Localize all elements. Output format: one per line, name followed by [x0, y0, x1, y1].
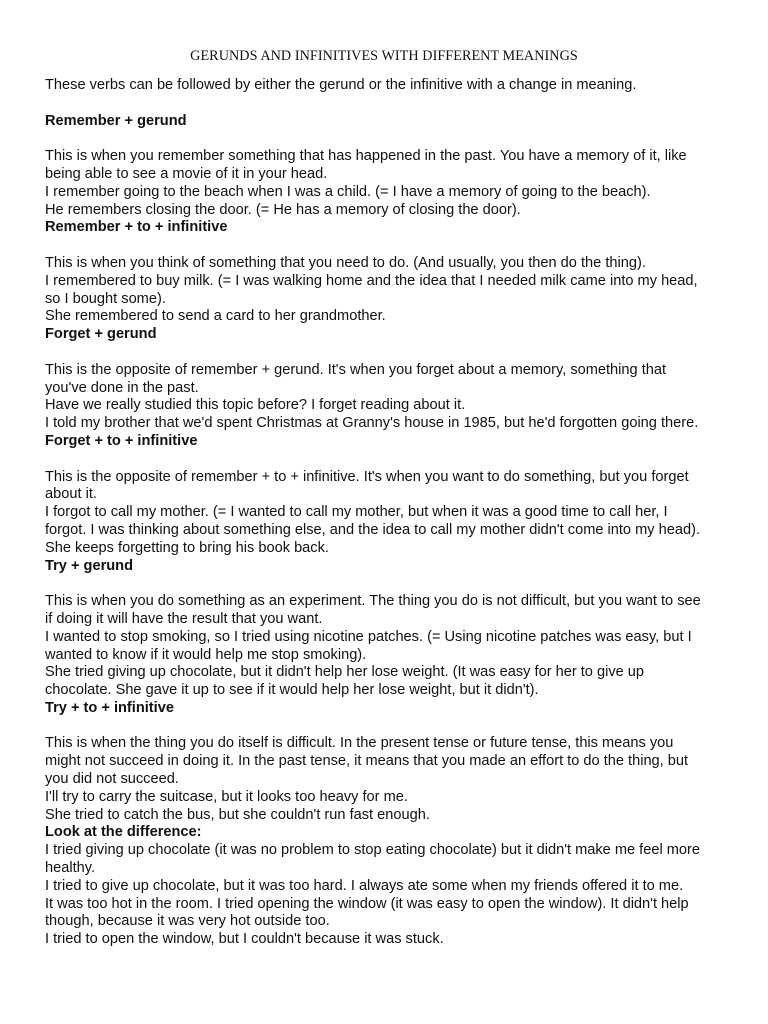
section-heading: Remember + to + infinitive — [45, 219, 228, 236]
body-line: She remembered to send a card to her grandmother. — [45, 308, 386, 325]
intro-paragraph: These verbs can be followed by either the gerund or the infinitive with a change in meaning. — [45, 77, 637, 93]
body-line: This is when you remember something that has happened in the past. You have a memory of it, like — [45, 148, 687, 165]
spacer — [45, 451, 730, 469]
body-line: healthy. — [45, 860, 96, 877]
body-line: being able to see a movie of it in your head. — [45, 165, 328, 182]
body-line: though, because it was very hot outside too. — [45, 913, 330, 930]
body-line: Have we really studied this topic before? I forget reading about it. — [45, 397, 466, 414]
difference-heading: Look at the difference: — [45, 824, 202, 841]
body-line: forgot. I was thinking about something else, and the idea to call my mother didn't come into my head). — [45, 521, 700, 538]
document-title: GERUNDS AND INFINITIVES WITH DIFFERENT MEANINGS — [190, 48, 578, 64]
body-line: He remembers closing the door. (= He has a memory of closing the door). — [45, 201, 521, 218]
body-line: you did not succeed. — [45, 771, 179, 788]
document-page — [45, 47, 730, 949]
spacer — [45, 95, 730, 113]
body-line: I'll try to carry the suitcase, but it looks too heavy for me. — [45, 788, 408, 805]
section-heading: Forget + to + infinitive — [45, 432, 198, 449]
body-line: might not succeed in doing it. In the past tense, it means that you made an effort to do the thing, but — [45, 753, 689, 770]
body-line: I tried giving up chocolate (it was no problem to stop eating chocolate) but it didn't make me feel more — [45, 842, 700, 859]
body-line: you've done in the past. — [45, 379, 199, 396]
section-heading: Try + to + infinitive — [45, 699, 174, 716]
body-line: This is when you think of something that you need to do. (And usually, you then do the thing). — [45, 254, 646, 271]
body-line: She keeps forgetting to bring his book back. — [45, 539, 329, 556]
body-line: She tried giving up chocolate, but it didn't help her lose weight. (It was easy for her to give up — [45, 664, 645, 681]
section-heading: Remember + gerund — [45, 112, 187, 129]
spacer — [45, 575, 730, 593]
body-line: I remember going to the beach when I was a child. (= I have a memory of going to the beach). — [45, 183, 651, 200]
body-line: It was too hot in the room. I tried opening the window (it was easy to open the window). It didn't help — [45, 895, 689, 912]
body-line: This is the opposite of remember + gerund. It's when you forget about a memory, something that — [45, 361, 667, 378]
body-line: She tried to catch the bus, but she couldn't run fast enough. — [45, 806, 430, 823]
body-line: This is when the thing you do itself is difficult. In the present tense or future tense, this means you — [45, 735, 674, 752]
section-heading: Forget + gerund — [45, 326, 157, 343]
body-line: wanted to know if it would help me stop smoking). — [45, 646, 367, 663]
body-line: I tried to give up chocolate, but it was too hard. I always ate some when my friends offered it to me. — [45, 877, 684, 894]
body-line: This is the opposite of remember + to + infinitive. It's when you want to do something, but you forget — [45, 468, 689, 485]
body-line: I wanted to stop smoking, so I tried using nicotine patches. (= Using nicotine patches was easy, but I — [45, 628, 692, 645]
spacer — [45, 718, 730, 736]
body-line: I remembered to buy milk. (= I was walking home and the idea that I needed milk came into my head, — [45, 272, 698, 289]
body-line: chocolate. She gave it up to see if it would help her lose weight, but it didn't). — [45, 682, 539, 699]
body-line: so I bought some). — [45, 290, 166, 307]
body-line: I tried to open the window, but I couldn't because it was stuck. — [45, 931, 444, 948]
spacer — [45, 130, 730, 148]
section-heading: Try + gerund — [45, 557, 133, 574]
body-line: about it. — [45, 486, 97, 503]
spacer — [45, 344, 730, 362]
body-line: This is when you do something as an experiment. The thing you do is not difficult, but you want to see — [45, 593, 701, 610]
body-line: if doing it will have the result that you want. — [45, 610, 323, 627]
spacer — [45, 237, 730, 255]
body-line: I forgot to call my mother. (= I wanted to call my mother, but when it was a good time to call her, I — [45, 504, 668, 521]
body-line: I told my brother that we'd spent Christmas at Granny's house in 1985, but he'd forgotten going there. — [45, 415, 699, 432]
